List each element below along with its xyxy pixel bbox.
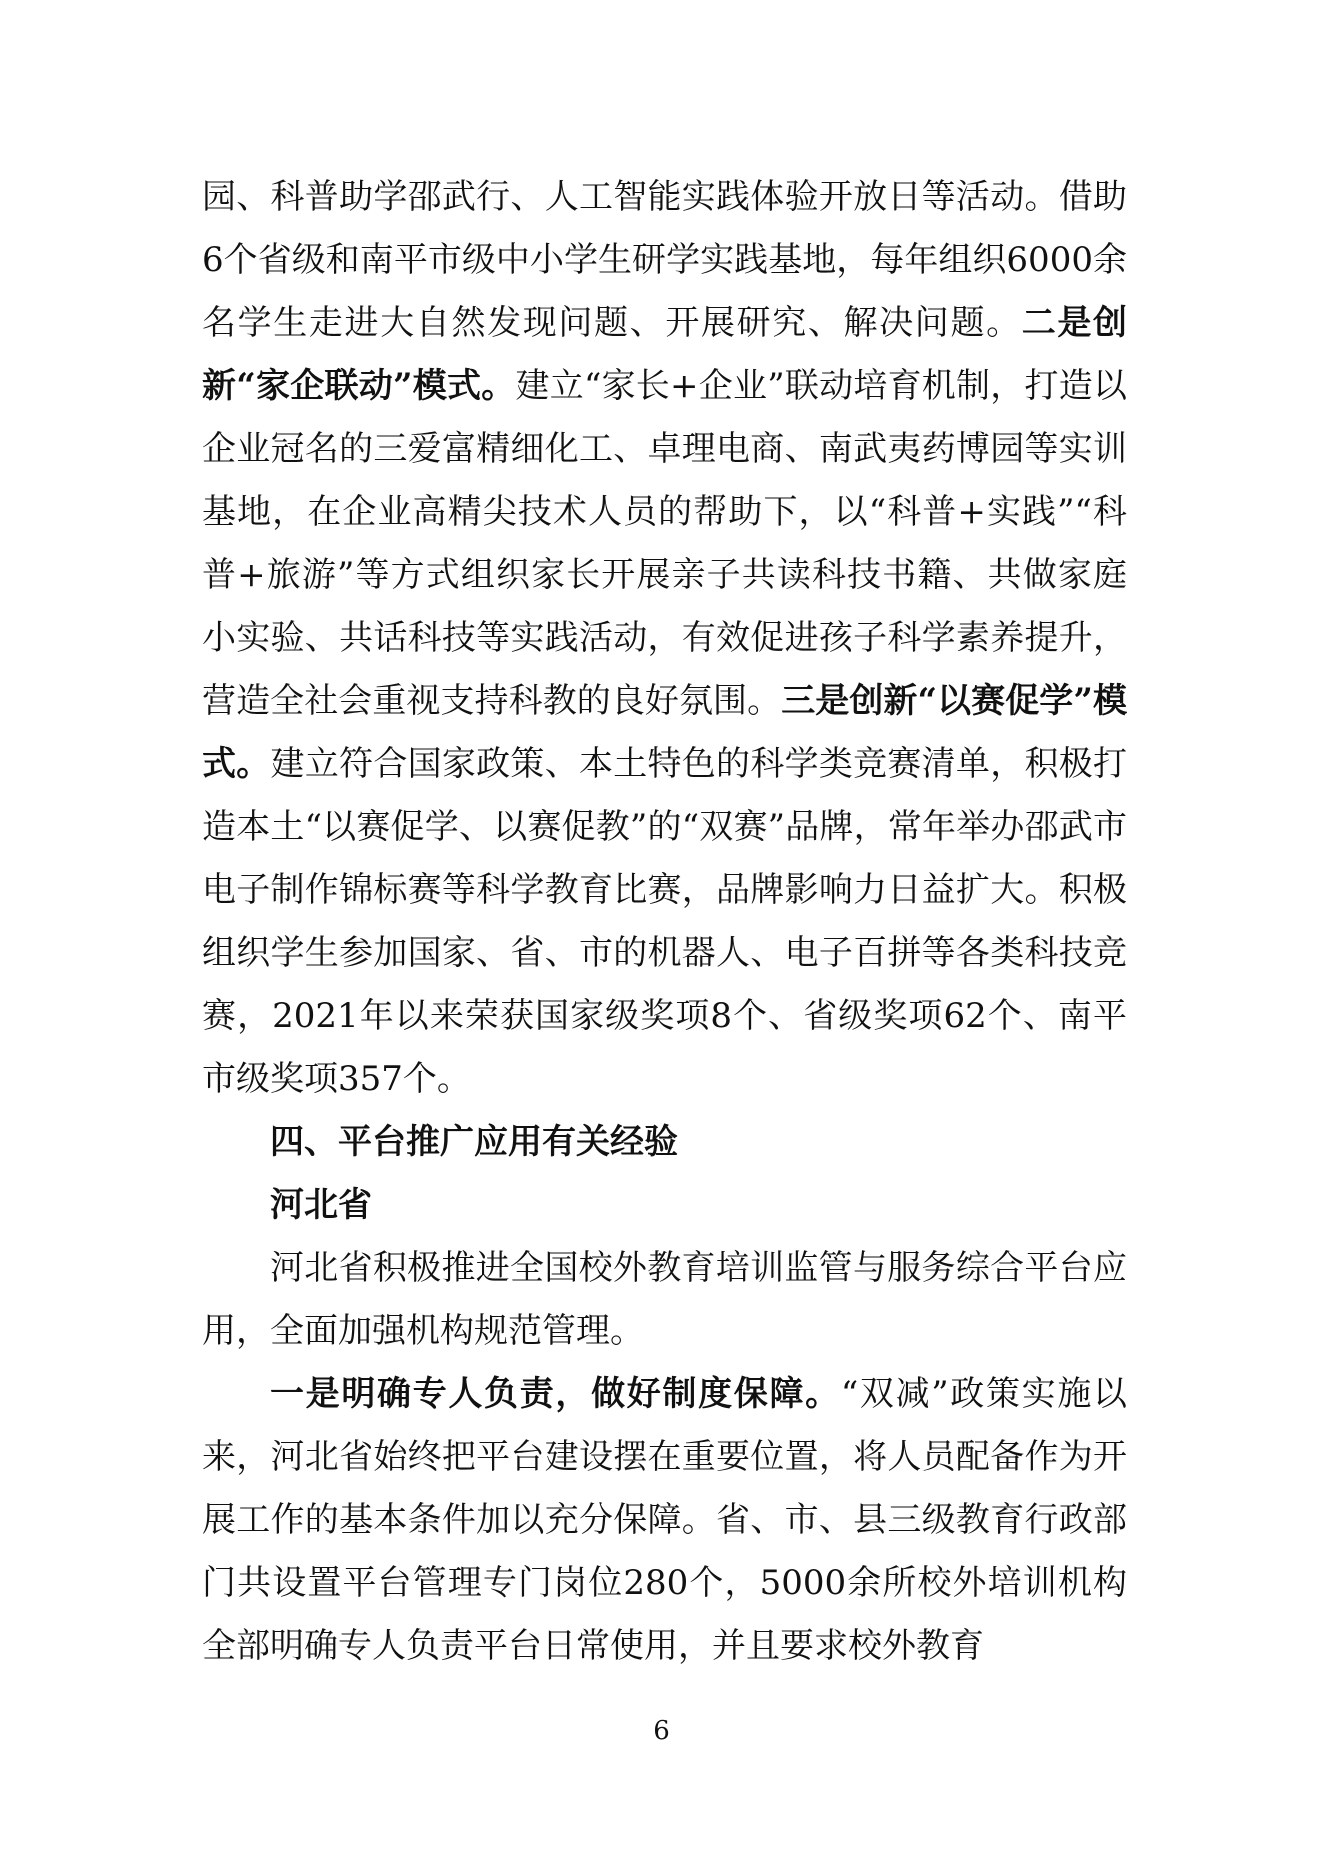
paragraph-hebei-intro: 河北省积极推进全国校外教育培训监管与服务综合平台应用，全面加强机构规范管理。 [202,1248,1127,1351]
paragraph-text: 建立符合国家政策、本土特色的科学类竞赛清单，积极打造本土“以赛促学、以赛促教”的“双赛”品牌，常年举办邵武市电子制作锦标赛等科学教育比赛，品牌影响力日益扩大。积极组织学生参加国家、省、市的机器人、电子百拼等各类科技竞赛，2021年以来荣获国家级奖项8个、省级奖项62个、南平市级奖项357个。 [202,744,1128,1099]
document-body [202,166,1127,1678]
section-heading: 四、平台推广应用有关经验 [270,1122,678,1162]
bold-lead-competition: 三是创新“以赛促学”模式。 [202,681,1127,784]
paragraph-hebei-staffing [202,1363,1127,1678]
paragraph-text: 园、科普助学邵武行、人工智能实践体验开放日等活动。借助6个省级和南平市级中小学生研学实践基地，每年组织6000余名学生走进大自然发现问题、开展研究、解决问题。 [202,177,1127,343]
bold-lead-staffing: 一是明确专人负责，做好制度保障。 [270,1374,841,1414]
province-heading: 河北省 [270,1185,372,1225]
bold-lead-family-enterprise: 二是创新“家企联动”模式。 [202,303,1127,406]
paragraph-text: “双减”政策实施以来，河北省始终把平台建设摆在重要位置，将人员配备作为开展工作的基本条件加以充分保障。省、市、县三级教育行政部门共设置平台管理专门岗位280个，5000余所校外培训机构全部明确专人负责平台日常使用，并且要求校外教育 [202,1374,1128,1666]
paragraph-text: 建立“家长+企业”联动培育机制，打造以企业冠名的三爱富精细化工、卓理电商、南武夷药博园等实训基地，在企业高精尖技术人员的帮助下，以“科普+实践”“科普+旅游”等方式组织家长开展亲子共读科技书籍、共做家庭小实验、共话科技等实践活动，有效促进孩子科学素养提升，营造全社会重视支持科教的良好氛围。 [202,366,1127,721]
paragraph-shaowu-activities [202,166,1127,1111]
page-number: 6 [653,1716,670,1746]
